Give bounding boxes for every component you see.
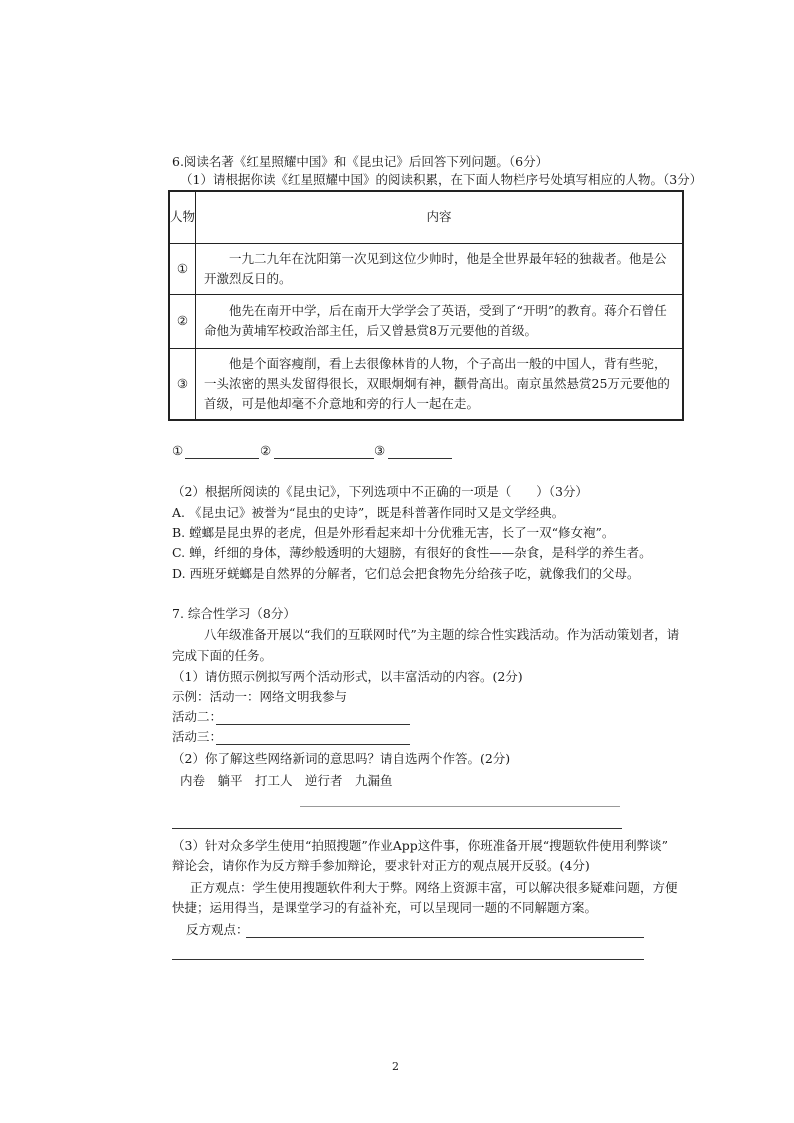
q7-part3-line2: 辩论会，请你作为反方辩手参加辩论，要求针对正方的观点展开反驳。(4分): [172, 858, 590, 873]
con-view-blank-2[interactable]: [172, 959, 644, 960]
option-c: C. 蝉，纤细的身体，薄纱般透明的大翅膀，有很好的食性——杂食，是科学的养生者。: [172, 545, 652, 560]
answer-mark-2: ②: [260, 443, 272, 458]
q7-part1-prompt: （1）请仿照示例拟写两个活动形式，以丰富活动的内容。(2分): [172, 669, 523, 684]
activity-3-blank[interactable]: [216, 744, 410, 745]
q6-title: 6.阅读名著《红星照耀中国》和《昆虫记》后回答下列问题。（6分）: [172, 154, 549, 169]
q7-intro-line2: 完成下面的任务。: [172, 648, 273, 663]
row-number: ②: [169, 294, 196, 348]
option-d: D. 西班牙蜣螂是自然界的分解者，它们总会把食物先分给孩子吃，就像我们的父母。: [172, 566, 640, 581]
network-words: 内卷 躺平 打工人 逆行者 九漏鱼: [180, 773, 393, 788]
character-table: [168, 190, 684, 421]
pro-view-line1: 正方观点：学生使用搜题软件利大于弊。网络上资源丰富，可以解决很多疑难问题，方便: [190, 880, 678, 895]
row-content: 他是个面容瘦削，看上去很像林肯的人物，个子高出一般的中国人，背有些驼，一头浓密的黑头发留得很长，双眼炯炯有神，颧骨高出。南京虽然悬赏25万元要他的首级，可是他却毫不介意地和旁的行人一起在走。: [196, 348, 684, 420]
header-content: 内容: [196, 191, 684, 243]
words-answer-blank-2[interactable]: [172, 828, 622, 829]
table-row: [169, 243, 683, 294]
header-character: 人物: [169, 191, 196, 243]
activity-3-label: 活动三：: [172, 729, 223, 744]
q7-title: 7. 综合性学习（8分）: [172, 606, 296, 621]
row-content: 一九二九年在沈阳第一次见到这位少帅时，他是全世界最年轻的独裁者。他是公开激烈反日的。: [196, 243, 684, 294]
q7-intro-line1: 八年级准备开展以“我们的互联网时代”为主题的综合性实践活动。作为活动策划者，请: [204, 627, 680, 642]
q6-part1-prompt: （1）请根据你读《红星照耀中国》的阅读积累，在下面人物栏序号处填写相应的人物。（3分）: [180, 172, 703, 187]
answer-blank-3[interactable]: [388, 458, 452, 459]
answer-blank-1[interactable]: [185, 458, 259, 459]
pro-view-line2: 快捷；运用得当，是课堂学习的有益补充，可以呈现同一题的不同解题方案。: [172, 900, 598, 915]
activity-2-blank[interactable]: [216, 724, 410, 725]
words-answer-blank-1[interactable]: [300, 806, 620, 807]
activity-2-label: 活动二：: [172, 709, 223, 724]
q6-part2-prompt: （2）根据所阅读的《昆虫记》，下列选项中不正确的一项是（ ）（3分）: [172, 484, 588, 499]
answer-mark-1: ①: [172, 443, 184, 458]
option-b: B. 螳螂是昆虫界的老虎，但是外形看起来却十分优雅无害，长了一双“修女袍”。: [172, 525, 615, 540]
answer-blank-2[interactable]: [274, 458, 374, 459]
con-view-label: 反方观点：: [186, 922, 249, 937]
con-view-blank-1[interactable]: [246, 937, 644, 938]
table-row: [169, 348, 683, 420]
table-header-row: [169, 191, 683, 243]
answer-mark-3: ③: [374, 443, 386, 458]
q7-part3-line1: （3）针对众多学生使用“拍照搜题”作业App这件事，你班准备开展“搜题软件使用利弊谈”: [172, 838, 669, 853]
q7-part2-prompt: （2）你了解这些网络新词的意思吗？请自选两个作答。(2分): [172, 751, 511, 766]
page-number: 2: [392, 1060, 399, 1073]
row-number: ①: [169, 243, 196, 294]
option-a: A. 《昆虫记》被誉为“昆虫的史诗”，既是科普著作同时又是文学经典。: [172, 505, 565, 520]
row-number: ③: [169, 348, 196, 420]
table-row: [169, 294, 683, 348]
activity-example: 示例：活动一：网络文明我参与: [172, 689, 348, 704]
row-content: 他先在南开中学，后在南开大学学会了英语，受到了“开明”的教育。蒋介石曾任命他为黄埔军校政治部主任，后又曾悬赏8万元要他的首级。: [196, 294, 684, 348]
